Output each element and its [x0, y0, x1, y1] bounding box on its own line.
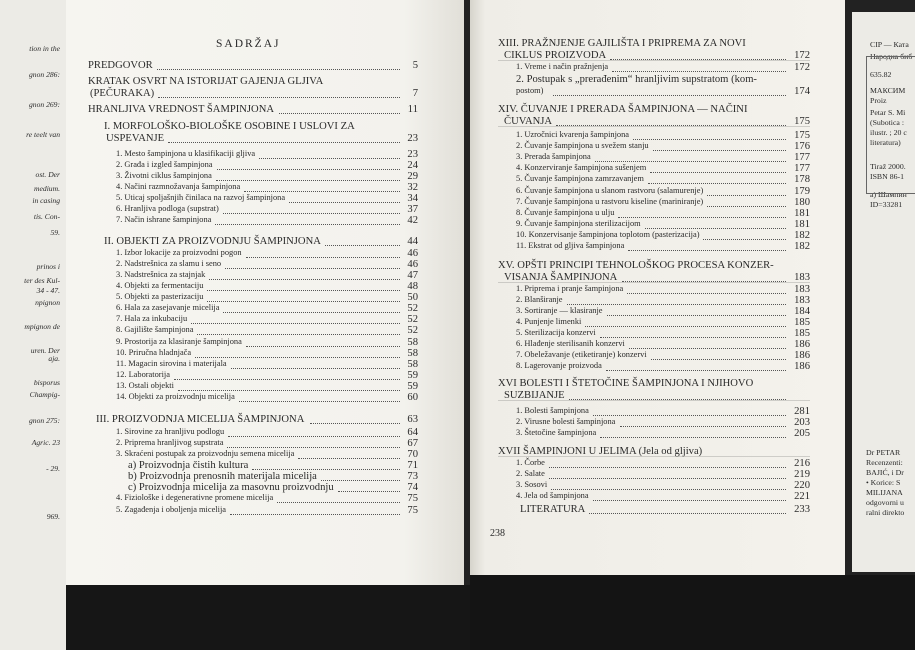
margin-fragment: re teelt van	[26, 130, 60, 139]
margin-fragment: uren. Der	[30, 346, 60, 355]
toc-page-number: 52	[407, 314, 418, 325]
cip-fragment: МАКСИМ	[870, 86, 906, 95]
toc-page-number: 75	[407, 493, 418, 504]
dot-leader	[207, 300, 400, 302]
previous-page-edge	[0, 0, 66, 650]
dot-leader	[553, 94, 786, 96]
dot-leader	[231, 367, 400, 369]
toc-page-number: 220	[794, 480, 810, 491]
margin-fragment: Agric. 23	[31, 438, 60, 447]
toc-page-number: 42	[407, 215, 418, 226]
header-rule	[498, 456, 810, 457]
toc-page-number: 182	[794, 230, 810, 241]
cip-fragment: Народна биб	[870, 52, 913, 61]
dot-leader	[567, 303, 786, 305]
toc-page-number: 59	[407, 370, 418, 381]
dot-leader	[606, 369, 786, 371]
toc-entry-title-cont: postom)	[516, 86, 544, 95]
toc-page-number: 63	[407, 414, 418, 425]
toc-page-number: 185	[794, 328, 810, 339]
toc-page-number: 186	[794, 350, 810, 361]
header-rule	[498, 126, 810, 127]
cip-page-edge	[852, 12, 915, 572]
margin-fragment: 59.	[50, 228, 60, 237]
toc-entry-title: 2. Građa i izgled šampinjona	[116, 160, 213, 169]
toc-page-number: 44	[407, 236, 418, 247]
toc-page-number: 58	[407, 337, 418, 348]
toc-entry-title: III. PROIZVODNJA MICELIJA ŠAMPINJONA	[96, 414, 305, 425]
dot-leader	[600, 436, 786, 438]
dot-leader	[207, 289, 400, 291]
toc-page-number: 46	[407, 259, 418, 270]
toc-entry-title: HRANLJIVA VREDNOST ŠAMPINJONA	[88, 104, 275, 115]
dot-leader	[279, 112, 400, 114]
cip-fragment: ID=33281	[870, 200, 903, 209]
toc-entry-title: c) Proizvodnja micelija za masovnu proizvodnju	[128, 482, 334, 493]
dot-leader	[246, 256, 400, 258]
toc-page-number: 70	[407, 449, 418, 460]
toc-entry-title: 8. Čuvanje šampinjona u ulju	[516, 208, 615, 217]
dot-leader	[298, 457, 400, 459]
toc-entry-title: 2. Priprema hranljivog supstrata	[116, 438, 224, 447]
toc-page-number: 75	[407, 505, 418, 516]
margin-fragment: medium.	[34, 184, 60, 193]
toc-entry-title: 2. Čuvanje šampinjona u svežem stanju	[516, 141, 649, 150]
toc-entry-title: 4. Fiziološke i degenerativne promene micelija	[116, 493, 274, 502]
toc-entry-title: 11. Magacin sirovina i materijala	[116, 359, 227, 368]
toc-page-number: 221	[794, 491, 810, 502]
toc-entry-title: 1. Mesto šampinjona u klasifikaciji gljiva	[116, 149, 256, 158]
header-rule	[498, 60, 810, 61]
toc-entry-title: 2. Nadstrešnica za slamu i seno	[116, 259, 222, 268]
toc-entry-title: KRATAK OSVRT NA ISTORIJAT GAJENJA GLJIVA	[88, 76, 324, 87]
toc-page-number: 7	[412, 88, 418, 99]
cip-fragment: CIP — Ката	[870, 40, 909, 49]
toc-entry-title: 5. Objekti za pasterizaciju	[116, 292, 204, 301]
toc-page-number: 185	[794, 317, 810, 328]
cip-fragment: ISBN 86-1	[870, 172, 905, 181]
toc-page-number: 59	[407, 381, 418, 392]
dot-leader	[217, 168, 400, 170]
dot-leader	[595, 160, 786, 162]
dot-leader	[707, 194, 786, 196]
toc-page-number: 178	[794, 174, 810, 185]
cip-fragment: • Korice: S	[866, 478, 901, 487]
background-shadow	[66, 585, 470, 650]
toc-entry-title: 5. Uticaj spoljašnjih činilaca na razvoj šampinjona	[116, 193, 286, 202]
right-page-contents	[470, 0, 845, 575]
toc-entry-title: 1. Uzročnici kvarenja šampinjona	[516, 130, 630, 139]
toc-page-number: 205	[794, 428, 810, 439]
dot-leader	[225, 267, 400, 269]
dot-leader	[244, 190, 400, 192]
toc-entry-title-cont: VISANJA ŠAMPINJONA	[504, 272, 618, 283]
cip-fragment: (Subotica :	[870, 118, 904, 127]
toc-page-number: 183	[794, 295, 810, 306]
dot-leader	[593, 414, 786, 416]
dot-leader	[321, 479, 400, 481]
toc-entry-title: XIV. ČUVANJE I PRERADA ŠAMPINJONA — NAČINI	[498, 104, 748, 115]
toc-entry-title: 1. Bolesti šampinjona	[516, 406, 589, 415]
dot-leader	[618, 216, 786, 218]
toc-entry-title: 4. Načini razmnožavanja šampinjona	[116, 182, 241, 191]
toc-entry-title: 14. Objekti za proizvodnju micelija	[116, 392, 235, 401]
dot-leader	[612, 70, 786, 72]
left-page-contents	[66, 0, 464, 585]
toc-page-number: 186	[794, 361, 810, 372]
toc-page-number: 184	[794, 306, 810, 317]
toc-page-number: 48	[407, 281, 418, 292]
toc-entry-title-cont: CIKLUS PROIZVODA	[504, 50, 607, 61]
toc-entry-title: 3. Skraćeni postupak za proizvodnju semena micelija	[116, 449, 295, 458]
dot-leader	[607, 314, 786, 316]
cip-fragment: Tiraž 2000.	[870, 162, 906, 171]
dot-leader	[252, 468, 400, 470]
dot-leader	[703, 238, 786, 240]
toc-page-number: 23	[407, 133, 418, 144]
toc-page-number: 175	[794, 130, 810, 141]
toc-page-number: 74	[407, 482, 418, 493]
toc-page-number: 67	[407, 438, 418, 449]
dot-leader	[620, 425, 786, 427]
toc-entry-title: 5. Sterilizacija konzervi	[516, 328, 596, 337]
dot-leader	[277, 501, 400, 503]
margin-fragment: tis. Con-	[33, 212, 60, 221]
toc-entry-title-cont: ČUVANJA	[504, 116, 553, 127]
toc-page-number: 281	[794, 406, 810, 417]
toc-page-number: 32	[407, 182, 418, 193]
dot-leader	[325, 244, 400, 246]
toc-entry-title: I. MORFOLOŠKO-BIOLOŠKE OSOBINE I USLOVI ZA	[104, 121, 355, 132]
toc-page-number: 233	[794, 504, 810, 515]
toc-entry-title: a) Proizvodnja čistih kultura	[128, 460, 249, 471]
toc-page-number: 219	[794, 469, 810, 480]
toc-page-number: 172	[794, 62, 810, 73]
dot-leader	[549, 477, 786, 479]
margin-fragment: gnon 286:	[28, 70, 60, 79]
dot-leader	[197, 333, 400, 335]
cip-fragment: ralni direkto	[866, 508, 905, 517]
dot-leader	[157, 68, 400, 70]
cip-box	[866, 56, 915, 194]
dot-leader	[653, 149, 786, 151]
toc-page-number: 71	[407, 460, 418, 471]
toc-page-number: 182	[794, 241, 810, 252]
toc-entry-title: 2. Salate	[516, 469, 545, 478]
toc-entry-title: LITERATURA	[520, 504, 586, 515]
toc-entry-title-cont: (PEČURAKA)	[90, 88, 155, 99]
margin-fragment: ter des Kul-	[24, 276, 60, 285]
dot-leader	[216, 179, 400, 181]
toc-entry-title: 10. Priručna hladnjača	[116, 348, 192, 357]
header-rule	[498, 282, 810, 283]
dot-leader	[239, 400, 400, 402]
toc-page-number: 50	[407, 292, 418, 303]
cip-fragment: a) Шампин	[870, 190, 907, 199]
toc-entry-title: b) Proizvodnja prenosnih materijala micelija	[128, 471, 317, 482]
toc-page-number: 183	[794, 272, 810, 283]
toc-entry-title: 5. Zagađenja i oboljenja micelija	[116, 505, 226, 514]
toc-entry-title: 3. Štetočine šampinjona	[516, 428, 597, 437]
toc-page-number: 11	[407, 104, 418, 115]
dot-leader	[209, 278, 400, 280]
dot-leader	[651, 358, 786, 360]
toc-entry-title: 2. Postupak s „prerađenim“ hranljivim supstratom (kom-	[516, 74, 757, 85]
dot-leader	[600, 336, 786, 338]
dot-leader	[633, 138, 786, 140]
cip-fragment: Recenzenti:	[866, 458, 903, 467]
toc-entry-title: 2. Virusne bolesti šampinjona	[516, 417, 616, 426]
cip-fragment: Petar S. Mi	[870, 108, 906, 117]
toc-entry-title: 7. Obeležavanje (etiketiranje) konzervi	[516, 350, 647, 359]
toc-page-number: 58	[407, 348, 418, 359]
toc-page-number: 34	[407, 193, 418, 204]
margin-fragment: tion in the	[29, 44, 60, 53]
toc-entry-title: XVII ŠAMPINJONI U JELIMA (Jela od gljiva)	[498, 446, 703, 457]
cip-fragment: odgovorni u	[866, 498, 904, 507]
toc-page-number: 181	[794, 219, 810, 230]
toc-entry-title: XV. OPŠTI PRINCIPI TEHNOLOŠKOG PROCESA KONZER-	[498, 260, 774, 271]
toc-entry-title: 3. Nadstrešnica za stajnjak	[116, 270, 206, 279]
margin-fragment: aja.	[48, 354, 60, 363]
toc-page-number: 203	[794, 417, 810, 428]
toc-entry-title: II. OBJEKTI ZA PROIZVODNJU ŠAMPINJONA	[104, 236, 321, 247]
toc-entry-title: 6. Hala za zasejavanje micelija	[116, 303, 220, 312]
dot-leader	[551, 488, 786, 490]
toc-entry-title: 6. Čuvanje šampinjona u slanom rastvoru (salamurenje)	[516, 186, 704, 195]
margin-fragment: gnon 269:	[28, 100, 60, 109]
dot-leader	[585, 325, 786, 327]
toc-page-number: 64	[407, 427, 418, 438]
toc-entry-title: 7. Način ishrane šampinjona	[116, 215, 212, 224]
cip-fragment: literatura)	[870, 138, 901, 147]
toc-entry-title: 2. Blanširanje	[516, 295, 563, 304]
background-shadow	[470, 575, 915, 650]
toc-entry-title: 1. Izbor lokacije za proizvodni pogon	[116, 248, 242, 257]
dot-leader	[289, 201, 400, 203]
dot-leader	[593, 499, 786, 501]
margin-fragment: 34 - 47.	[36, 286, 60, 295]
margin-fragment: 969.	[46, 512, 60, 521]
toc-page-number: 73	[407, 471, 418, 482]
toc-page-number: 177	[794, 152, 810, 163]
toc-entry-title-cont: SUZBIJANJE	[504, 390, 565, 401]
dot-leader	[259, 157, 400, 159]
dot-leader	[191, 322, 400, 324]
cip-fragment: ilustr. ; 20 c	[870, 128, 907, 137]
dot-leader	[230, 513, 400, 515]
toc-entry-title: 1. Sirovine za hranljivu podlogu	[116, 427, 225, 436]
margin-fragment: gnon 275:	[28, 416, 60, 425]
toc-page-number: 180	[794, 197, 810, 208]
toc-entry-title: 7. Čuvanje šampinjona u rastvoru kiseline (mariniranje)	[516, 197, 704, 206]
toc-entry-title: 1. Priprema i pranje šampinjona	[516, 284, 624, 293]
toc-entry-title: 8. Lagerovanje proizvoda	[516, 361, 602, 370]
toc-page-number: 46	[407, 248, 418, 259]
toc-entry-title: 4. Objekti za fermentaciju	[116, 281, 204, 290]
toc-entry-title: XVI BOLESTI I ŠTETOČINE ŠAMPINJONA I NJIHOVO	[498, 378, 754, 389]
toc-entry-title: 13. Ostali objekti	[116, 381, 174, 390]
toc-entry-title: PREDGOVOR	[88, 60, 153, 71]
cip-fragment: Proiz	[870, 96, 887, 105]
dot-leader	[589, 512, 786, 514]
toc-page-number: 175	[794, 116, 810, 127]
margin-fragment: ost. Der	[35, 170, 60, 179]
page-number: 238	[490, 528, 505, 539]
toc-entry-title: 6. Hranljiva podloga (supstrat)	[116, 204, 219, 213]
toc-page-number: 179	[794, 186, 810, 197]
toc-page-number: 60	[407, 392, 418, 403]
dot-leader	[707, 205, 786, 207]
toc-page-number: 29	[407, 171, 418, 182]
dot-leader	[650, 171, 786, 173]
dot-leader	[215, 223, 400, 225]
toc-page-number: 52	[407, 325, 418, 336]
dot-leader	[628, 249, 786, 251]
dot-leader	[158, 96, 400, 98]
toc-page-number: 52	[407, 303, 418, 314]
dot-leader	[310, 422, 400, 424]
toc-page-number: 37	[407, 204, 418, 215]
toc-entry-title: 4. Jela od šampinjona	[516, 491, 589, 500]
cip-fragment: 635.82	[870, 70, 892, 79]
cip-fragment: MILIJANA	[866, 488, 903, 497]
toc-page-number: 58	[407, 359, 418, 370]
toc-page-number: 177	[794, 163, 810, 174]
toc-entry-title: 1. Čorbe	[516, 458, 545, 467]
dot-leader	[227, 446, 400, 448]
toc-entry-title: XIII. PRAŽNJENJE GAJILIŠTA I PRIPREMA ZA NOVI	[498, 38, 746, 49]
dot-leader	[168, 141, 400, 143]
margin-fragment: Champig-	[29, 390, 60, 399]
toc-entry-title: 10. Konzervisanje šampinjona toplotom (pasterizacija)	[516, 230, 700, 239]
toc-entry-title: 4. Punjenje limenki	[516, 317, 582, 326]
dot-leader	[627, 292, 786, 294]
toc-page-number: 5	[412, 60, 418, 71]
toc-entry-title: 5. Čuvanje šampinjona zamrzavanjem	[516, 174, 644, 183]
margin-fragment: in casing	[32, 196, 60, 205]
margin-fragment: bisporus	[33, 378, 60, 387]
dot-leader	[629, 347, 786, 349]
toc-entry-title: 4. Konzerviranje šampinjona sušenjem	[516, 163, 647, 172]
toc-entry-title-cont: USPEVANJE	[106, 133, 165, 144]
toc-entry-title: 3. Prerada šampinjona	[516, 152, 591, 161]
margin-fragment: npignon	[35, 298, 60, 307]
dot-leader	[223, 311, 400, 313]
toc-page-number: 172	[794, 50, 810, 61]
dot-leader	[223, 212, 400, 214]
toc-entry-title: 3. Sosovi	[516, 480, 548, 489]
dot-leader	[648, 182, 786, 184]
toc-page-number: 183	[794, 284, 810, 295]
toc-page-number: 176	[794, 141, 810, 152]
dot-leader	[246, 345, 400, 347]
toc-entry-title: 1. Vreme i način pražnjenja	[516, 62, 609, 71]
toc-page-number: 23	[407, 149, 418, 160]
toc-entry-title: 8. Gajilište šampinjona	[116, 325, 194, 334]
dot-leader	[174, 378, 400, 380]
toc-entry-title: 12. Laboratorija	[116, 370, 170, 379]
dot-leader	[645, 227, 786, 229]
toc-page-number: 181	[794, 208, 810, 219]
toc-entry-title: 9. Čuvanje šampinjona sterilizacijom	[516, 219, 641, 228]
toc-entry-title: 7. Hala za inkubaciju	[116, 314, 188, 323]
cip-fragment: Dr PETAR	[866, 448, 901, 457]
dot-leader	[195, 356, 400, 358]
margin-fragment: prinos i	[36, 262, 60, 271]
toc-page-number: 186	[794, 339, 810, 350]
toc-entry-title: 3. Sortiranje — klasiranje	[516, 306, 603, 315]
dot-leader	[338, 490, 400, 492]
toc-page-number: 174	[794, 86, 810, 97]
dot-leader	[228, 435, 400, 437]
toc-entry-title: 9. Prostorija za klasiranje šampinjona	[116, 337, 242, 346]
cip-fragment: BAJIĆ, i Dr	[866, 468, 904, 477]
toc-entry-title: 11. Ekstrat od gljiva šampinjona	[516, 241, 625, 250]
toc-page-number: 47	[407, 270, 418, 281]
toc-page-number: 24	[407, 160, 418, 171]
dot-leader	[549, 466, 786, 468]
page-title: SADRŽAJ	[216, 38, 281, 50]
toc-entry-title: 3. Životni ciklus šampinjona	[116, 171, 212, 180]
header-rule	[498, 400, 810, 401]
dot-leader	[178, 389, 400, 391]
margin-fragment: - 29.	[46, 464, 60, 473]
toc-entry-title: 6. Hlađenje sterilisanih konzervi	[516, 339, 625, 348]
margin-fragment: mpignon de	[24, 322, 60, 331]
toc-page-number: 216	[794, 458, 810, 469]
